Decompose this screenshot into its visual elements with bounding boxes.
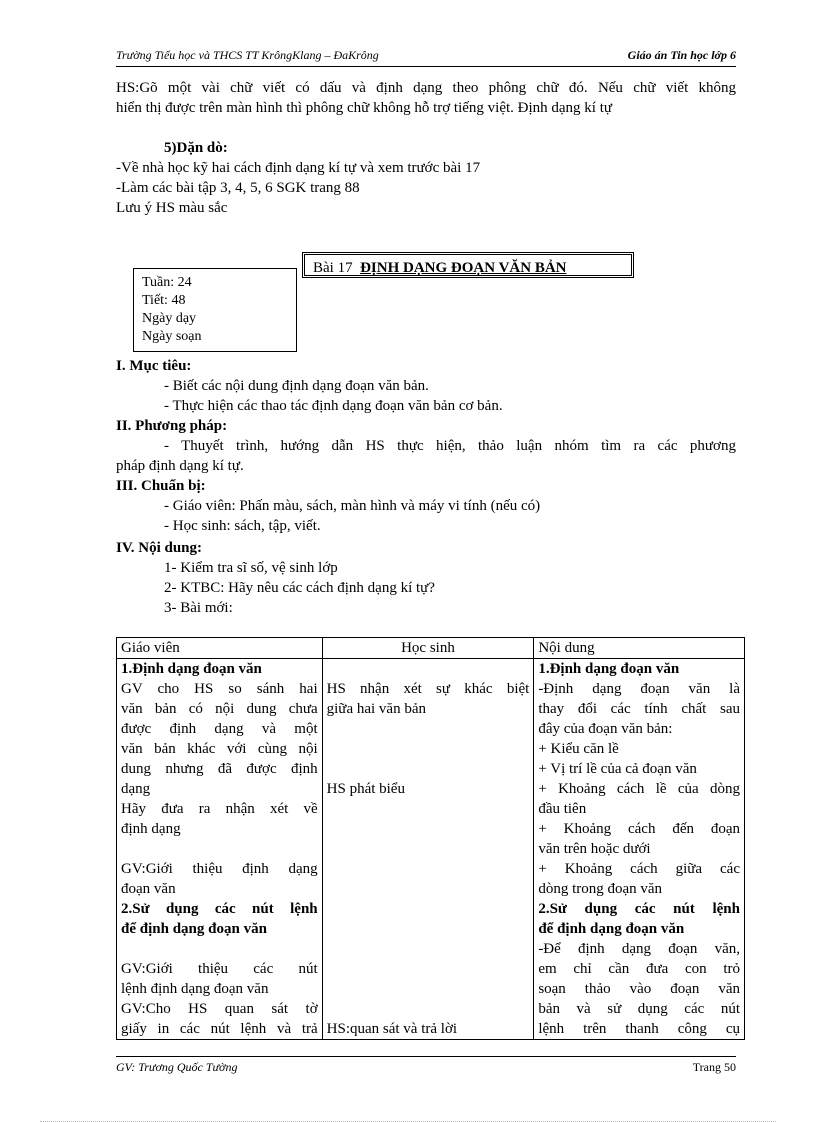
section-2-title: II. Phương pháp: [116, 418, 228, 434]
teacher-line: để định dạng đoạn văn [121, 921, 267, 937]
section-3-item-2: - Học sinh: sách, tập, viết. [164, 518, 321, 534]
table-header-row [117, 638, 745, 659]
info-period: Tiết: 48 [142, 293, 186, 308]
content-line: + Khoảng cách giữa các [538, 861, 740, 877]
section-3-title: III. Chuẩn bị: [116, 478, 206, 494]
content-line: 1.Định dạng đoạn văn [538, 661, 680, 677]
lesson-plan-table [116, 637, 745, 1040]
section-2-line-1: - Thuyết trình, hướng dẫn HS thực hiện, thảo luận nhóm tìm ra các phương [164, 438, 736, 454]
student-line [327, 659, 530, 679]
content-line: bản và sử dụng các nút [538, 1001, 740, 1017]
info-week: Tuần: 24 [142, 275, 192, 290]
table-row [117, 659, 745, 1040]
teacher-line [121, 839, 318, 859]
content-line: để định dạng đoạn văn [538, 921, 685, 937]
lesson-title: ĐỊNH DẠNG ĐOẠN VĂN BẢN [360, 260, 567, 276]
student-line: HS nhận xét sự khác biệt [326, 681, 530, 697]
content-line: -Định dạng đoạn văn là [538, 681, 740, 697]
intro-line-2: hiển thị được trên màn hình thì phông chữ không hỗ trợ tiếng việt. Định dạng kí tự [116, 100, 613, 116]
section-4-item-1: 1- Kiểm tra sĩ số, vệ sinh lớp [164, 560, 338, 576]
teacher-line [121, 939, 318, 959]
content-line: + Khoảng cách đến đoạn [538, 821, 740, 837]
header-rule [116, 66, 736, 67]
student-line [327, 959, 530, 979]
intro-line-1: HS:Gõ một vài chữ viết có dấu và định dạng theo phông chữ đó. Nếu chữ viết không [116, 80, 736, 96]
info-prep-date: Ngày soạn [142, 329, 202, 344]
teacher-line: 2.Sử dụng các nút lệnh [121, 901, 318, 917]
teacher-line: 1.Định dạng đoạn văn [121, 661, 262, 677]
student-line [327, 879, 530, 899]
header-student: Học sinh [322, 638, 534, 659]
header-school: Trường Tiểu học và THCS TT KrôngKlang – ĐaKrông [116, 48, 379, 62]
content-line: soạn thảo vào đoạn văn [538, 981, 740, 997]
student-line [327, 759, 530, 779]
content-line: đây của đoạn văn bản: [538, 721, 673, 737]
teacher-line: GV cho HS so sánh hai [121, 681, 318, 697]
content-line: đầu tiên [538, 801, 587, 817]
teacher-line: văn bản khác với cùng nội [121, 741, 318, 757]
student-line [327, 999, 530, 1019]
content-line: 2.Sử dụng các nút lệnh [538, 901, 740, 917]
section-3-item-1: - Giáo viên: Phấn màu, sách, màn hình và máy vi tính (nếu có) [164, 498, 541, 514]
section-1-title: I. Mục tiêu: [116, 358, 192, 374]
lesson-number: Bài 17 [313, 260, 353, 276]
student-line [327, 919, 530, 939]
footer-page: Trang 50 [692, 1060, 736, 1074]
lesson-info-box [133, 268, 297, 352]
student-line: giữa hai văn bản [326, 701, 426, 717]
content-line: + Vị trí lề của cả đoạn văn [538, 761, 697, 777]
content-line: dòng trong đoạn văn [538, 881, 663, 897]
header-subject: Giáo án Tin học lớp 6 [627, 48, 736, 62]
teacher-line: định dạng [121, 821, 181, 837]
footer-teacher: GV: Trương Quốc Tường [116, 1060, 238, 1074]
homework-title: 5)Dặn dò: [164, 140, 228, 156]
header-content: Nội dung [534, 638, 745, 659]
content-line: thay đổi các tính chất sau [538, 701, 740, 717]
student-line [327, 979, 530, 999]
teacher-line: dung nhưng đã được định [121, 761, 318, 777]
student-line: HS:quan sát và trả lời [326, 1021, 458, 1037]
content-line: lệnh trên thanh công cụ [538, 1021, 740, 1037]
page-bottom-dotted-rule [40, 1121, 776, 1122]
student-line: HS phát biểu [326, 781, 405, 797]
student-line [327, 939, 530, 959]
teacher-line: dạng [121, 781, 151, 797]
lesson-title-box [302, 252, 634, 278]
content-line: em chỉ cần đưa con trỏ [538, 961, 740, 977]
teacher-line: lệnh định dạng đoạn văn [121, 981, 269, 997]
student-line [327, 719, 530, 739]
teacher-line: được định dạng và một [121, 721, 318, 737]
section-4-title: IV. Nội dung: [116, 540, 203, 556]
teacher-line: GV:Cho HS quan sát tờ [121, 1001, 318, 1017]
homework-line-3: Lưu ý HS màu sắc [116, 200, 228, 216]
homework-line-1: -Về nhà học kỹ hai cách định dạng kí tự và xem trước bài 17 [116, 160, 481, 176]
section-4-item-3: 3- Bài mới: [164, 600, 233, 616]
section-1-item-1: - Biết các nội dung định dạng đoạn văn bản. [164, 378, 429, 394]
info-teach-date: Ngày dạy [142, 311, 197, 326]
content-column [534, 659, 745, 1040]
student-line [327, 899, 530, 919]
teacher-line: GV:Giới thiệu các nút [121, 961, 318, 977]
content-line: + Kiểu căn lề [538, 741, 619, 757]
teacher-line: GV:Giới thiệu định dạng [121, 861, 318, 877]
student-line [327, 799, 530, 819]
teacher-line: giấy in các nút lệnh và trả [121, 1021, 318, 1037]
student-line [327, 859, 530, 879]
teacher-line: đoạn văn [121, 881, 176, 897]
student-line [327, 839, 530, 859]
teacher-line: Hãy đưa ra nhận xét về [121, 801, 318, 817]
teacher-column [117, 659, 323, 1040]
homework-line-2: -Làm các bài tập 3, 4, 5, 6 SGK trang 88 [116, 180, 360, 196]
content-line: văn trên hoặc dưới [538, 841, 651, 857]
section-2-line-2: pháp định dạng kí tự. [116, 458, 244, 474]
section-4-item-2: 2- KTBC: Hãy nêu các cách định dạng kí tự? [164, 580, 435, 596]
student-line [327, 819, 530, 839]
content-line: -Để định dạng đoạn văn, [538, 941, 740, 957]
student-column [322, 659, 534, 1040]
header-teacher: Giáo viên [117, 638, 323, 659]
section-1-item-2: - Thực hiện các thao tác định dạng đoạn văn bản cơ bản. [164, 398, 503, 414]
content-line: + Khoảng cách lề của dòng [538, 781, 740, 797]
student-line [327, 739, 530, 759]
footer-rule [116, 1056, 736, 1057]
teacher-line: văn bản có nội dung chưa [121, 701, 318, 717]
